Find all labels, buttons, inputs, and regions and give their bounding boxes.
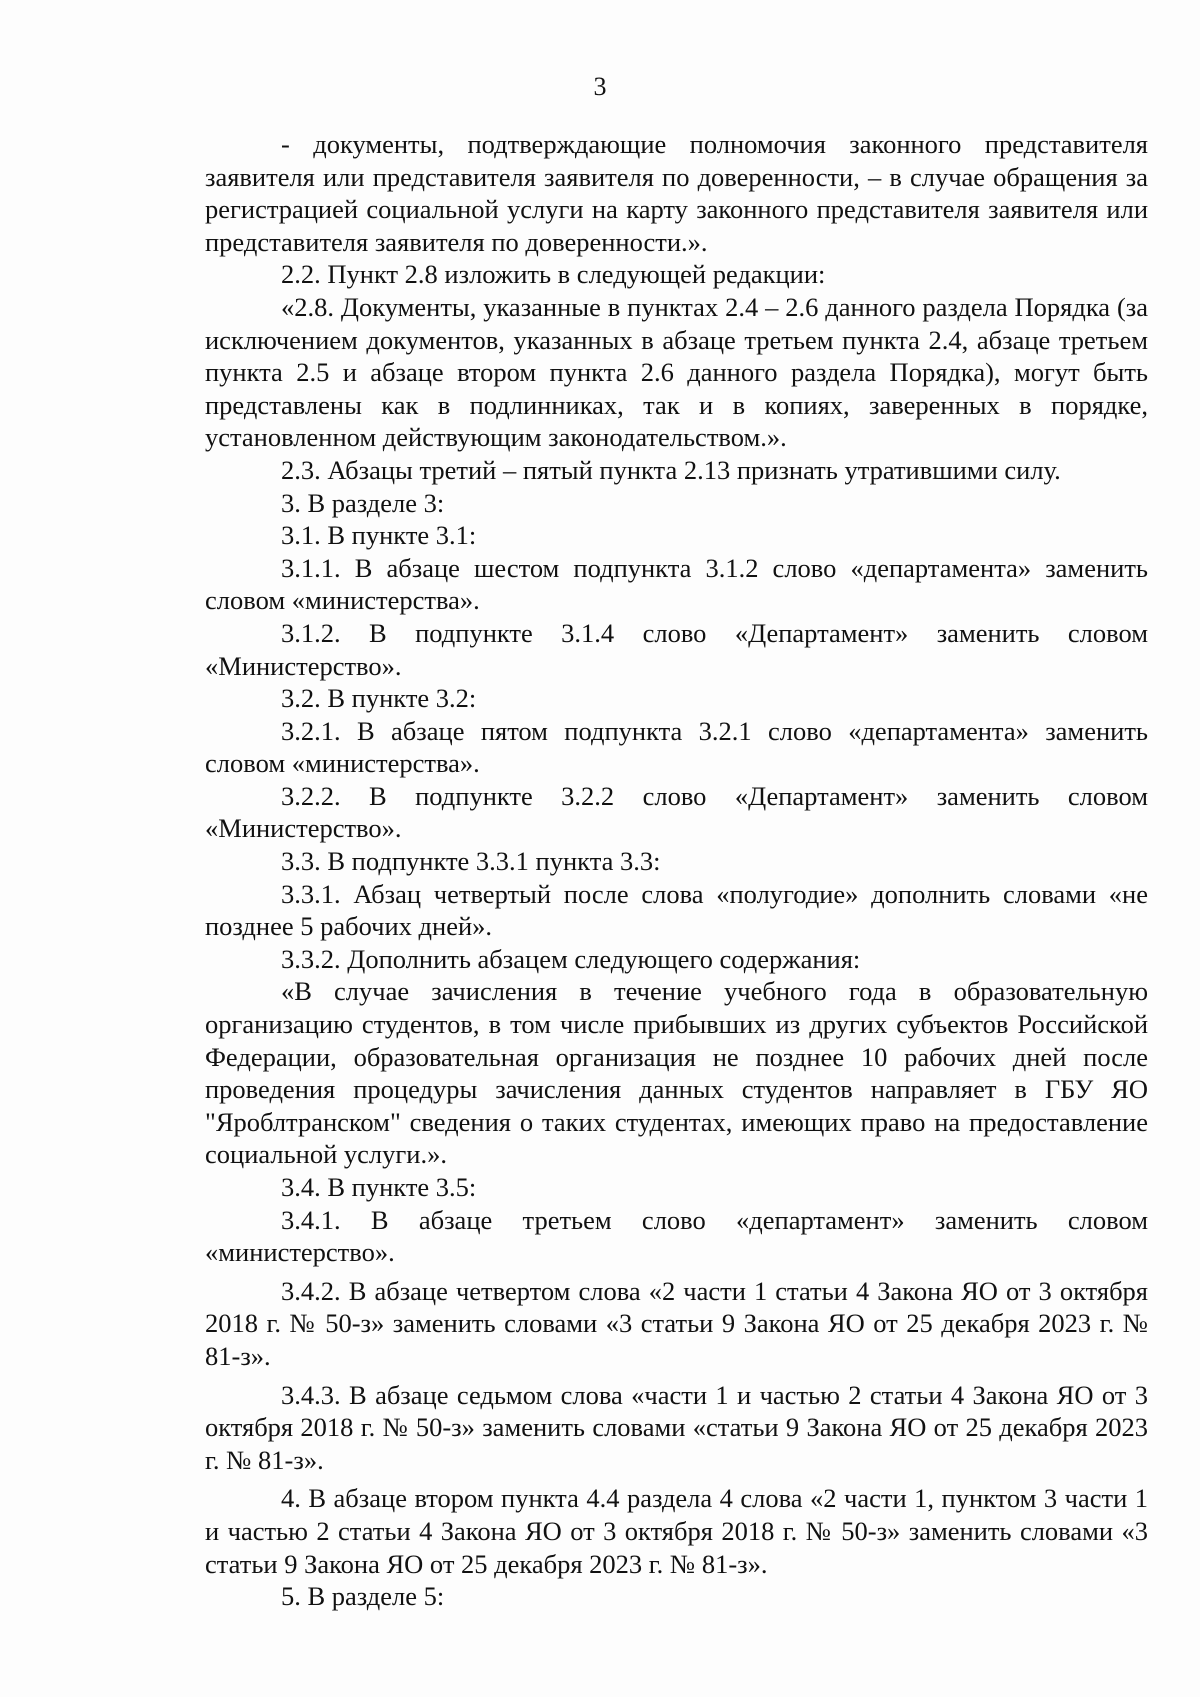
- paragraph: 3.2. В пункте 3.2:: [281, 683, 477, 714]
- paragraph: 5. В разделе 5:: [281, 1581, 445, 1612]
- paragraph: 3.1. В пункте 3.1:: [281, 520, 477, 551]
- paragraph: 2.2. Пункт 2.8 изложить в следующей редакции:: [281, 259, 826, 290]
- paragraph: 3.1.1. В абзаце шестом подпункта 3.1.2 слово «департамента» заменить словом «министерства».: [205, 552, 1148, 616]
- paragraph: 3.4.2. В абзаце четвертом слова «2 части 1 статьи 4 Закона ЯО от 3 октября 2018 г. № 50-з» заменить словами «3 статьи 9 Закона ЯО от 25 декабря 2023 г. № 81-з».: [205, 1275, 1148, 1371]
- document-body: [205, 128, 1148, 1613]
- paragraph: 3.4. В пункте 3.5:: [281, 1172, 477, 1202]
- paragraph: 4. В абзаце втором пункта 4.4 раздела 4 слова «2 части 1, пунктом 3 части 1 и частью 2 статьи 4 Закона ЯО от 3 октября 2018 г. № 50-з» заменить словами «3 статьи 9 Закона ЯО от 25 декабря 2023 г. № 81-з».: [205, 1483, 1148, 1579]
- paragraph: 3.4.3. В абзаце седьмом слова «части 1 и частью 2 статьи 4 Закона ЯО от 3 октября 2018 г. № 50-з» заменить словами «статьи 9 Закона ЯО от 25 декабря 2023 г. № 81-з».: [205, 1379, 1148, 1475]
- paragraph: «2.8. Документы, указанные в пунктах 2.4 – 2.6 данного раздела Порядка (за исключением документов, указанных в абзаце третьем пункта 2.4, абзаце третьем пункта 2.5 и абзаце втором пункта 2.6 данного раздела Порядка), могут быть представлены как в подлинниках, так и в копиях, заверенных в порядке, установленном действующим законодательством.».: [205, 291, 1148, 453]
- paragraph: 3.3. В подпункте 3.3.1 пункта 3.3:: [281, 846, 661, 877]
- paragraph: 3.2.2. В подпункте 3.2.2 слово «Департамент» заменить словом «Министерство».: [205, 780, 1148, 844]
- paragraph: 3.3.1. Абзац четвертый после слова «полугодие» дополнить словами «не позднее 5 рабочих дней».: [205, 878, 1148, 942]
- paragraph: 3.1.2. В подпункте 3.1.4 слово «Департамент» заменить словом «Министерство».: [205, 617, 1148, 681]
- paragraph: 3.3.2. Дополнить абзацем следующего содержания:: [281, 943, 861, 974]
- page-number: 3: [593, 72, 607, 101]
- paragraph: - документы, подтверждающие полномочия законного представителя заявителя или представителя заявителя по доверенности, – в случае обращения за регистрацией социальной услуги на карту законного представителя заявителя или представителя заявителя по доверенности.».: [205, 129, 1148, 257]
- paragraph: «В случае зачисления в течение учебного года в образовательную организацию студентов, в том числе прибывших из других субъектов Российской Федерации, образовательная организация не позднее 10 рабочих дней после проведения процедуры зачисления данных студентов направляет в ГБУ ЯО "Яроблтранском" сведения о таких студентах, имеющих право на предоставление социальной услуги.».: [205, 976, 1148, 1170]
- paragraph: 3.4.1. В абзаце третьем слово «департамент» заменить словом «министерство».: [205, 1204, 1148, 1268]
- paragraph: 2.3. Абзацы третий – пятый пункта 2.13 признать утратившими силу.: [281, 454, 1061, 485]
- paragraph: 3.2.1. В абзаце пятом подпункта 3.2.1 слово «департамента» заменить словом «министерства».: [205, 715, 1148, 779]
- paragraph: 3. В разделе 3:: [281, 487, 445, 518]
